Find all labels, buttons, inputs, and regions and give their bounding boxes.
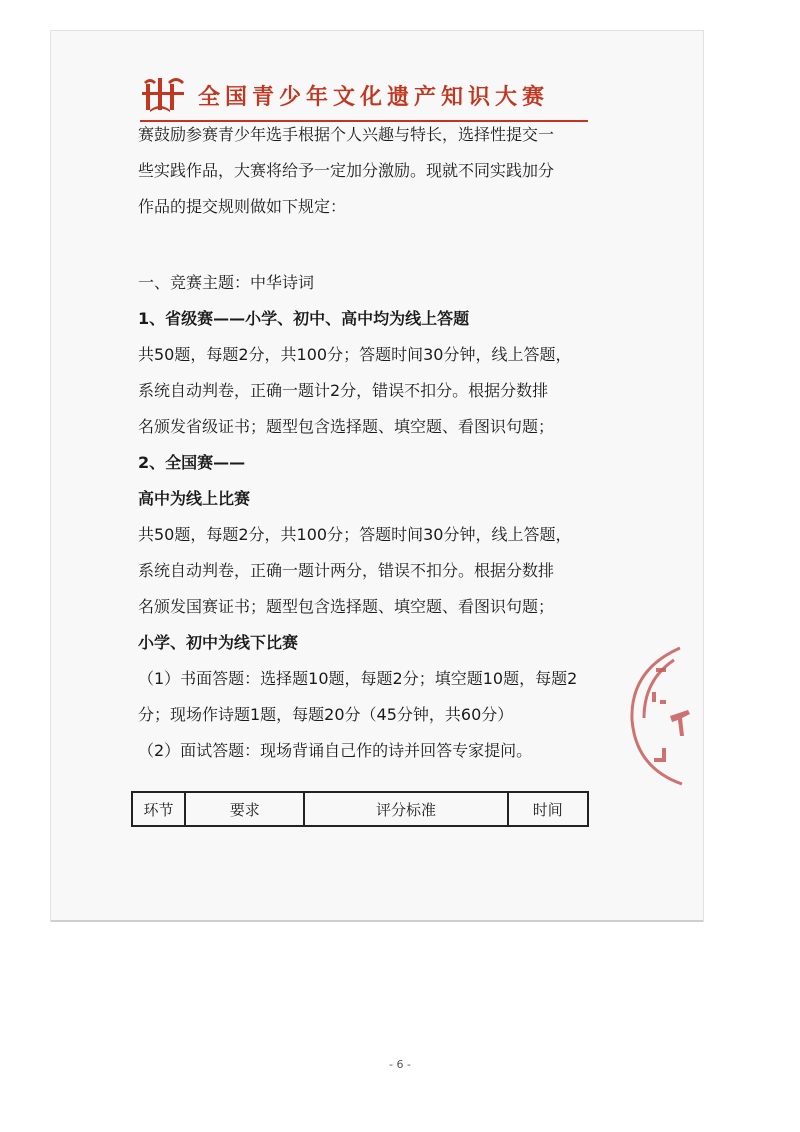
national-heading: 2、全国赛——	[138, 453, 246, 472]
column-header-stage: 环节	[132, 792, 185, 826]
competition-title: 全国青少年文化遗产知识大赛	[198, 84, 550, 110]
rule-line: 共50题，每题2分，共100分；答题时间30分钟，线上答题，	[138, 525, 572, 544]
intro-line: 作品的提交规则做如下规定：	[138, 197, 347, 216]
rule-line: 系统自动判卷，正确一题计两分，错误不扣分。根据分数排	[138, 561, 555, 580]
lower-grade-heading: 小学、初中为线下比赛	[138, 633, 299, 652]
page-header	[140, 70, 590, 120]
intro-paragraph	[138, 117, 593, 225]
table-header-row	[132, 792, 588, 826]
intro-line: 些实践作品，大赛将给予一定加分激励。现就不同实践加分	[138, 161, 555, 180]
rule-line: （2）面试答题：现场背诵自己作的诗并回答专家提问。	[138, 741, 533, 760]
official-seal-stamp	[610, 640, 710, 790]
page-number: - 6 -	[389, 1058, 411, 1071]
section-heading: 一、竞赛主题：中华诗词	[138, 273, 315, 292]
rule-line: （1）书面答题：选择题10题，每题2分；填空题10题，每题2	[138, 669, 578, 688]
rule-line: 系统自动判卷，正确一题计2分，错误不扣分。根据分数排	[138, 381, 549, 400]
rule-line: 名颁发国赛证书；题型包含选择题、填空题、看图识句题；	[138, 597, 555, 616]
rubric-table	[131, 791, 589, 827]
high-school-heading: 高中为线上比赛	[138, 489, 251, 508]
column-header-time: 时间	[508, 792, 588, 826]
intro-line: 赛鼓励参赛青少年选手根据个人兴趣与特长，选择性提交一	[138, 125, 555, 144]
rule-line: 分；现场作诗题1题，每题20分（45分钟，共60分）	[138, 705, 514, 724]
column-header-requirements: 要求	[185, 792, 304, 826]
rule-line: 共50题，每题2分，共100分；答题时间30分钟，线上答题，	[138, 345, 572, 364]
heritage-logo-icon	[140, 74, 186, 114]
competition-rules	[138, 265, 593, 769]
column-header-scoring-criteria: 评分标准	[304, 792, 507, 826]
provincial-heading: 1、省级赛——小学、初中、高中均为线上答题	[138, 309, 470, 328]
rule-line: 名颁发省级证书；题型包含选择题、填空题、看图识句题；	[138, 417, 555, 436]
page-edge	[51, 920, 703, 922]
